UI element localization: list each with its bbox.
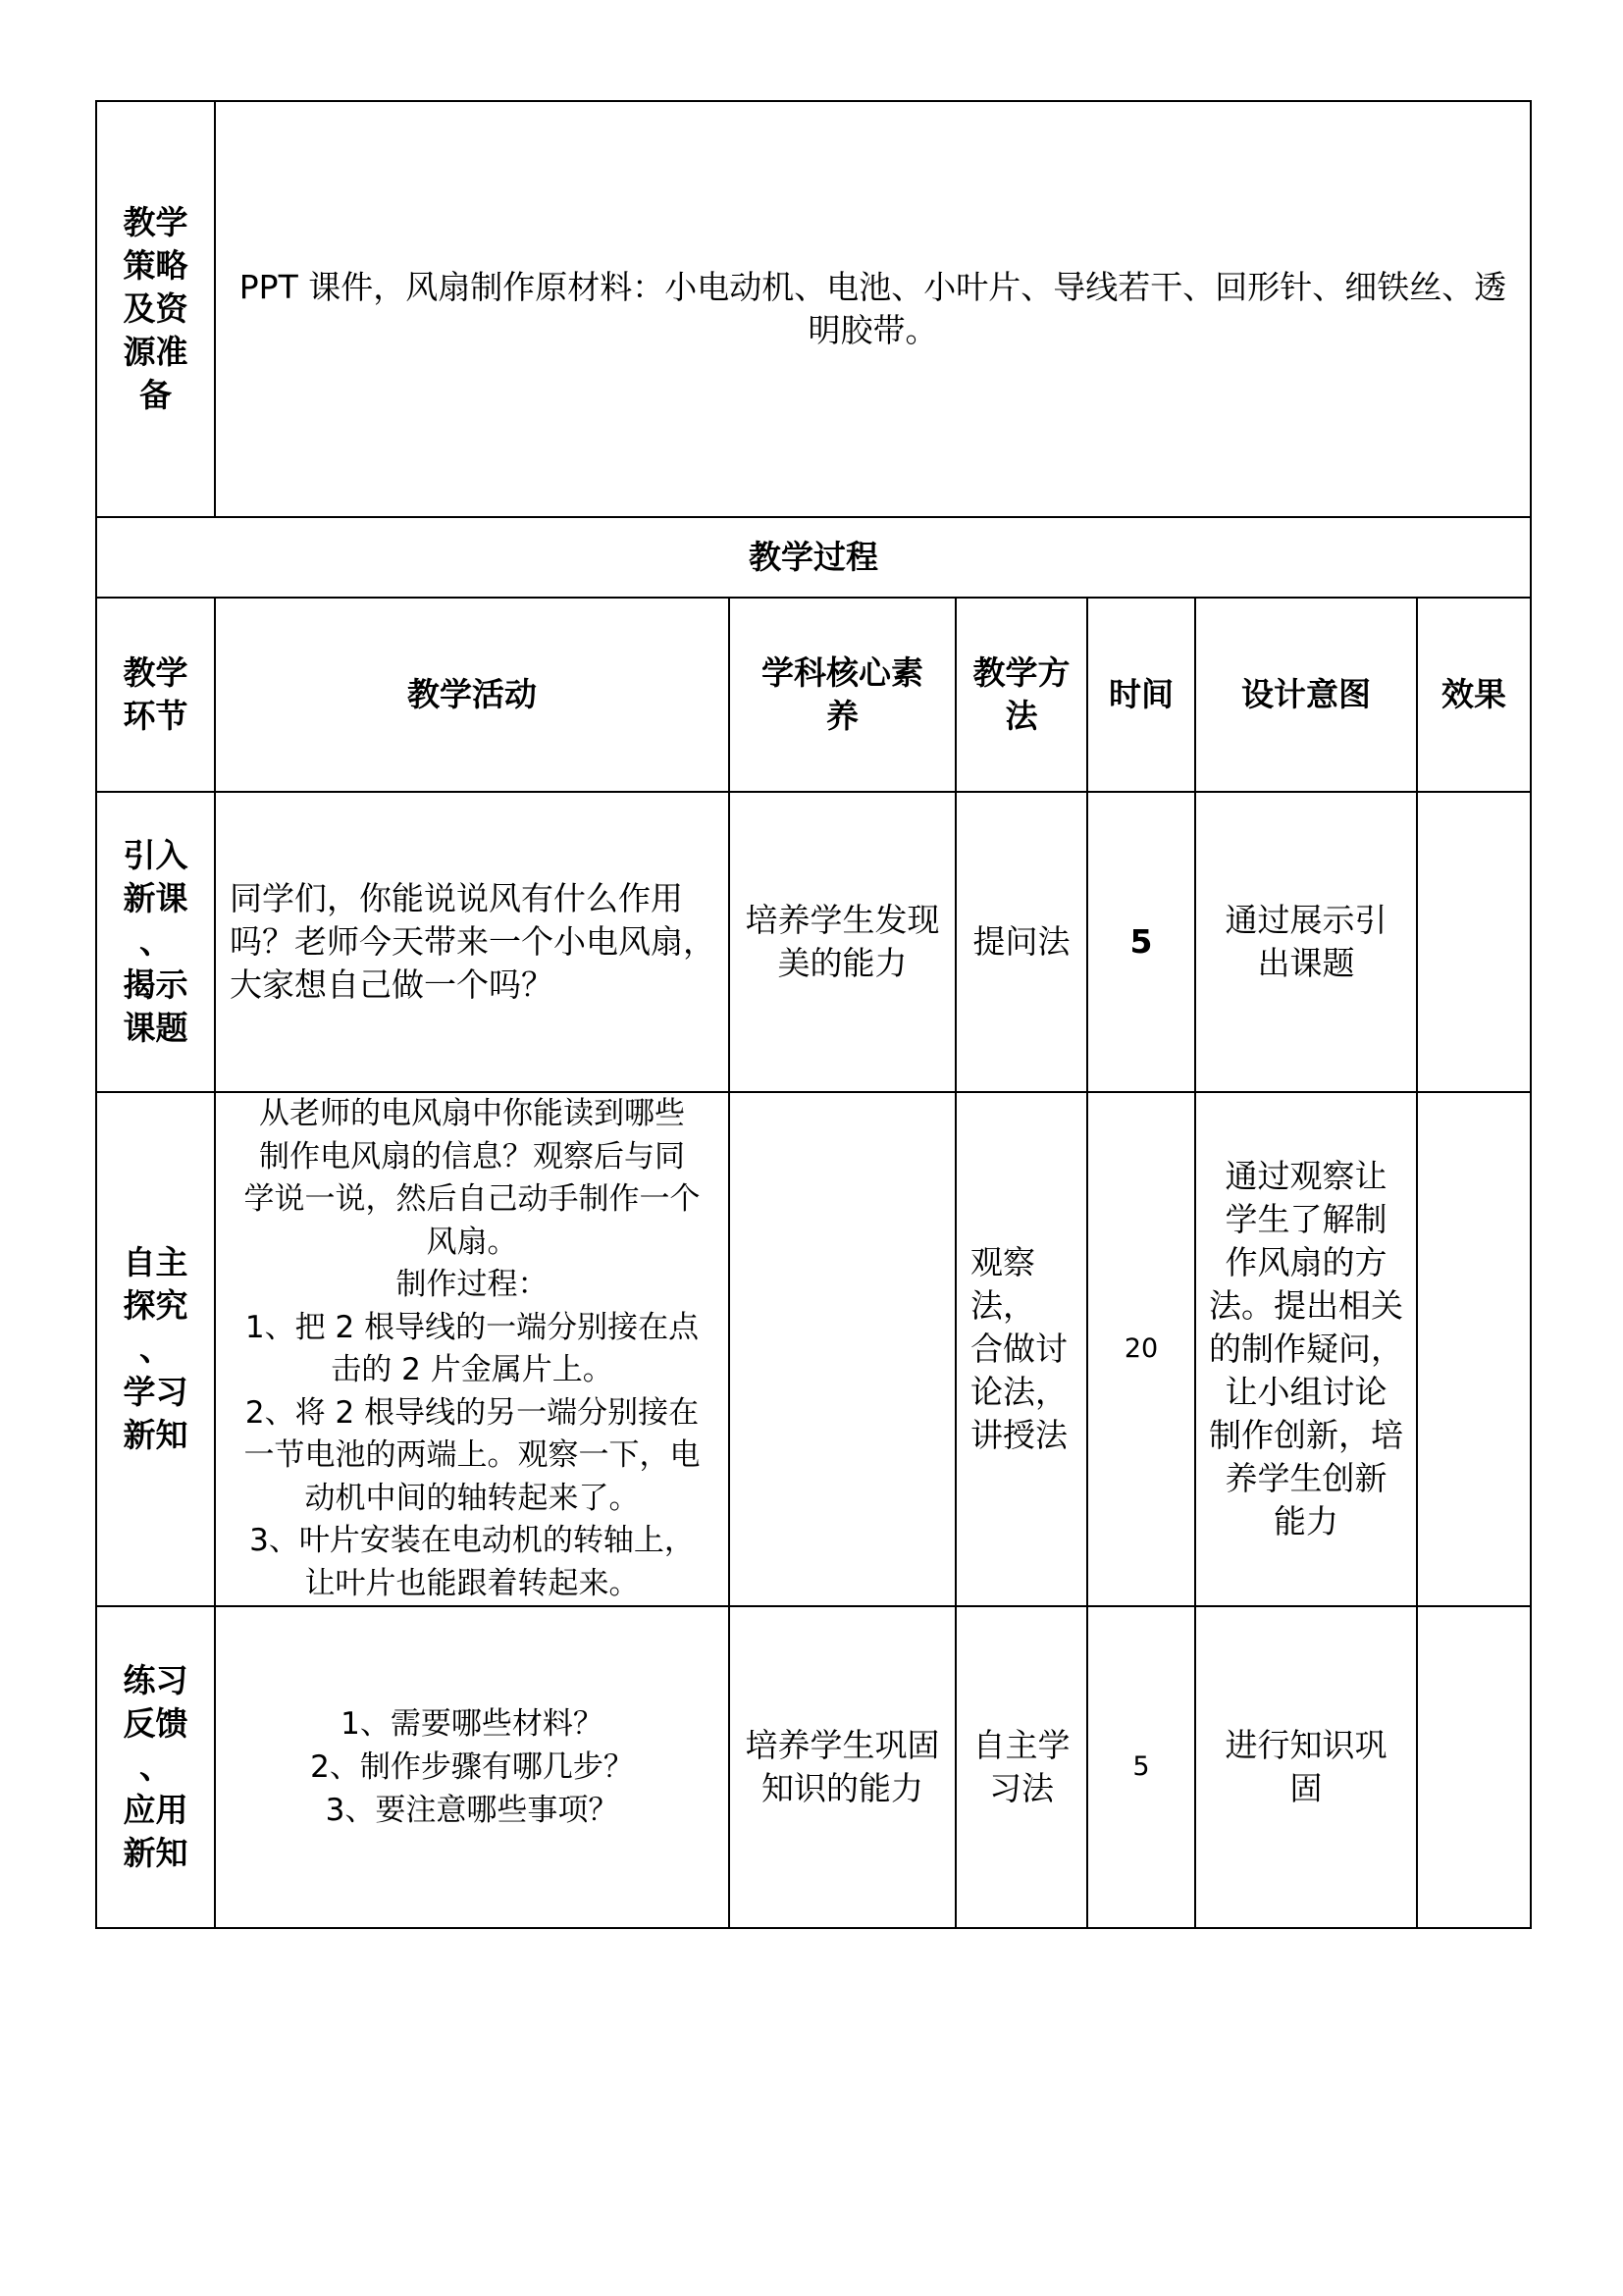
- lesson-plan-table: [95, 100, 1532, 1929]
- header-effect: 效果: [1417, 598, 1531, 792]
- row-time: 20: [1087, 1092, 1195, 1606]
- row-method: 提问法: [956, 792, 1087, 1092]
- row-activity: 1、需要哪些材料？ 2、制作步骤有哪几步？ 3、要注意哪些事项？: [215, 1606, 729, 1928]
- row-phase: 练习 反馈 、 应用 新知: [96, 1606, 215, 1928]
- row-competency: 培养学生巩固 知识的能力: [729, 1606, 956, 1928]
- row-effect: [1417, 1606, 1531, 1928]
- row-intent: 通过观察让 学生了解制 作风扇的方 法。提出相关 的制作疑问， 让小组讨论 制作创新，培 养学生创新 能力: [1195, 1092, 1417, 1606]
- header-activity: 教学活动: [215, 598, 729, 792]
- row-activity: 从老师的电风扇中你能读到哪些 制作电风扇的信息？观察后与同 学说一说，然后自己动手制作一个 风扇。 制作过程： 1、把 2 根导线的一端分别接在点 击的 2 片金属片上。 2、将 2 根导线的另一端分别接在 一节电池的两端上。观察一下，电 动机中间的轴转起来了。 3、叶片安装在电动机的转轴上， 让叶片也能跟着转起来。: [215, 1092, 729, 1606]
- header-time: 时间: [1087, 598, 1195, 792]
- row-method: 观察法， 合做讨 论法， 讲授法: [956, 1092, 1087, 1606]
- strategy-content: PPT 课件，风扇制作原材料：小电动机、电池、小叶片、导线若干、回形针、细铁丝、透明胶带。: [215, 101, 1531, 517]
- header-method: 教学方 法: [956, 598, 1087, 792]
- table-row: [96, 792, 1531, 1092]
- row-time: 5: [1087, 1606, 1195, 1928]
- header-phase: 教学 环节: [96, 598, 215, 792]
- row-phase: 自主 探究 、 学习 新知: [96, 1092, 215, 1606]
- row-intent: 进行知识巩 固: [1195, 1606, 1417, 1928]
- header-competency: 学科核心素 养: [729, 598, 956, 792]
- strategy-row: [96, 101, 1531, 517]
- row-competency: 培养学生发现 美的能力: [729, 792, 956, 1092]
- process-title-row: [96, 517, 1531, 598]
- table-row: [96, 1092, 1531, 1606]
- row-method: 自主学 习法: [956, 1606, 1087, 1928]
- header-intent: 设计意图: [1195, 598, 1417, 792]
- row-competency: [729, 1092, 956, 1606]
- strategy-label: 教学 策略 及资 源准 备: [96, 101, 215, 517]
- header-row: [96, 598, 1531, 792]
- row-effect: [1417, 1092, 1531, 1606]
- row-time: 5: [1087, 792, 1195, 1092]
- row-intent: 通过展示引 出课题: [1195, 792, 1417, 1092]
- row-effect: [1417, 792, 1531, 1092]
- row-phase: 引入 新课 、 揭示 课题: [96, 792, 215, 1092]
- row-activity: 同学们，你能说说风有什么作用 吗？老师今天带来一个小电风扇， 大家想自己做一个吗？: [215, 792, 729, 1092]
- table-row: [96, 1606, 1531, 1928]
- process-title: 教学过程: [96, 517, 1531, 598]
